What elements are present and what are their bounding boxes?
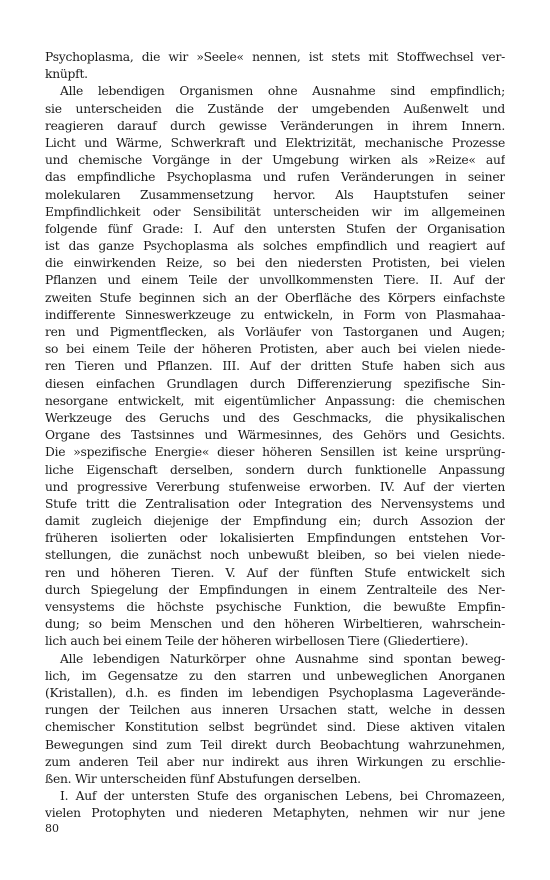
- body-text: [45, 49, 505, 822]
- text-line: und chemische Vorgänge in der Umgebung wirken als »Reize« auf: [45, 153, 505, 168]
- text-line: diesen einfachen Grundlagen durch Differenzierung spezifische Sin-: [45, 376, 505, 391]
- text-line: dung; so beim Menschen und den höheren Wirbeltieren, wahrschein-: [45, 617, 505, 632]
- text-line: das empfindliche Psychoplasma und rufen Veränderungen in seiner: [45, 170, 505, 185]
- paragraph-first-line: Alle lebendigen Naturkörper ohne Ausnahme sind spontan beweg-: [60, 651, 505, 666]
- text-line: Werkzeuge des Geruchs und des Geschmacks, die physikalischen: [45, 410, 505, 425]
- text-line: chemischer Konstitution selbst begründet sind. Diese aktiven vitalen: [45, 720, 505, 735]
- text-line: ßen. Wir unterscheiden fünf Abstufungen derselben.: [45, 771, 361, 786]
- page-number: 80: [45, 822, 59, 835]
- text-line: damit zugleich diejenige der Empfindung ein; durch Assozion der: [45, 514, 505, 529]
- text-line: lich, im Gegensatze zu den starren und unbeweglichen Anorganen: [45, 668, 505, 683]
- text-line: folgende fünf Grade: I. Auf den untersten Stufen der Organisation: [45, 221, 505, 236]
- text-line: ren Tieren und Pflanzen. III. Auf der dritten Stufe haben sich aus: [45, 359, 505, 374]
- text-line: Stufe tritt die Zentralisation oder Integration des Nervensystems und: [45, 496, 505, 511]
- text-line: Organe des Tastsinnes und Wärmesinnes, des Gehörs und Gesichts.: [45, 428, 505, 443]
- text-line: zweiten Stufe beginnen sich an der Oberfläche des Körpers einfachste: [45, 290, 505, 305]
- text-line: Pflanzen und einem Teile der unvollkommensten Tiere. II. Auf der: [45, 273, 505, 288]
- text-line: Licht und Wärme, Schwerkraft und Elektrizität, mechanische Prozesse: [45, 135, 505, 150]
- text-line: sie unterscheiden die Zustände der umgebenden Außenwelt und: [45, 101, 505, 116]
- text-line: vensystems die höchste psychische Funktion, die bewußte Empfin-: [45, 600, 505, 614]
- text-line: Psychoplasma, die wir »Seele« nennen, ist stets mit Stoffwechsel ver-: [45, 50, 505, 64]
- text-line: ist das ganze Psychoplasma als solches empfindlich und reagiert auf: [45, 239, 505, 254]
- text-line: molekularen Zusammensetzung hervor. Als Hauptstufen seiner: [45, 187, 505, 202]
- text-line: ren und Pigmentflecken, als Vorläufer von Tastorganen und Augen;: [45, 325, 505, 339]
- text-line: früheren isolierten oder lokalisierten Empfindungen entstehen Vor-: [45, 531, 505, 546]
- text-line: zum anderen Teil aber nur indirekt aus ihren Wirkungen zu erschlie-: [45, 754, 505, 769]
- text-line: knüpft.: [45, 67, 88, 82]
- text-line: so bei einem Teile der höheren Protisten, aber auch bei vielen niede-: [45, 342, 505, 357]
- text-line: Empfindlichkeit oder Sensibilität unterscheiden wir im allgemeinen: [45, 204, 505, 219]
- text-line: indifferente Sinneswerkzeuge zu entwickeln, in Form von Plasmahaa-: [45, 307, 505, 322]
- text-line: rungen der Teilchen aus inneren Ursachen statt, welche in dessen: [45, 703, 505, 718]
- text-line: Die »spezifische Energie« dieser höheren Sensillen ist keine ursprüng-: [45, 445, 505, 460]
- text-line: liche Eigenschaft derselben, sondern durch funktionelle Anpassung: [45, 462, 505, 477]
- text-line: vielen Protophyten und niederen Metaphyten, nehmen wir nur jene: [45, 806, 505, 821]
- text-line: nesorgane entwickelt, mit eigentümlicher Anpassung: die chemischen: [45, 393, 505, 408]
- text-line: lich auch bei einem Teile der höheren wirbellosen Tiere (Gliedertiere).: [45, 634, 469, 649]
- text-line: und progressive Vererbung stufenweise erworben. IV. Auf der vierten: [45, 479, 505, 494]
- text-line: die einwirkenden Reize, so bei den niedersten Protisten, bei vielen: [45, 256, 505, 271]
- text-line: reagieren darauf durch gewisse Veränderungen in ihrem Innern.: [45, 118, 505, 133]
- text-line: Bewegungen sind zum Teil direkt durch Beobachtung wahrzunehmen,: [45, 737, 505, 752]
- text-line: durch Spiegelung der Empfindungen in einem Zentralteile des Ner-: [45, 582, 505, 597]
- text-line: (Kristallen), d.h. es finden im lebendigen Psychoplasma Lageverände-: [45, 685, 505, 700]
- paragraph-first-line: I. Auf der untersten Stufe des organischen Lebens, bei Chromazeen,: [60, 789, 505, 804]
- text-line: ren und höheren Tieren. V. Auf der fünften Stufe entwickelt sich: [45, 565, 505, 580]
- text-line: stellungen, die zunächst noch unbewußt bleiben, so bei vielen niede-: [45, 548, 505, 563]
- paragraph-first-line: Alle lebendigen Organismen ohne Ausnahme sind empfindlich;: [60, 84, 505, 99]
